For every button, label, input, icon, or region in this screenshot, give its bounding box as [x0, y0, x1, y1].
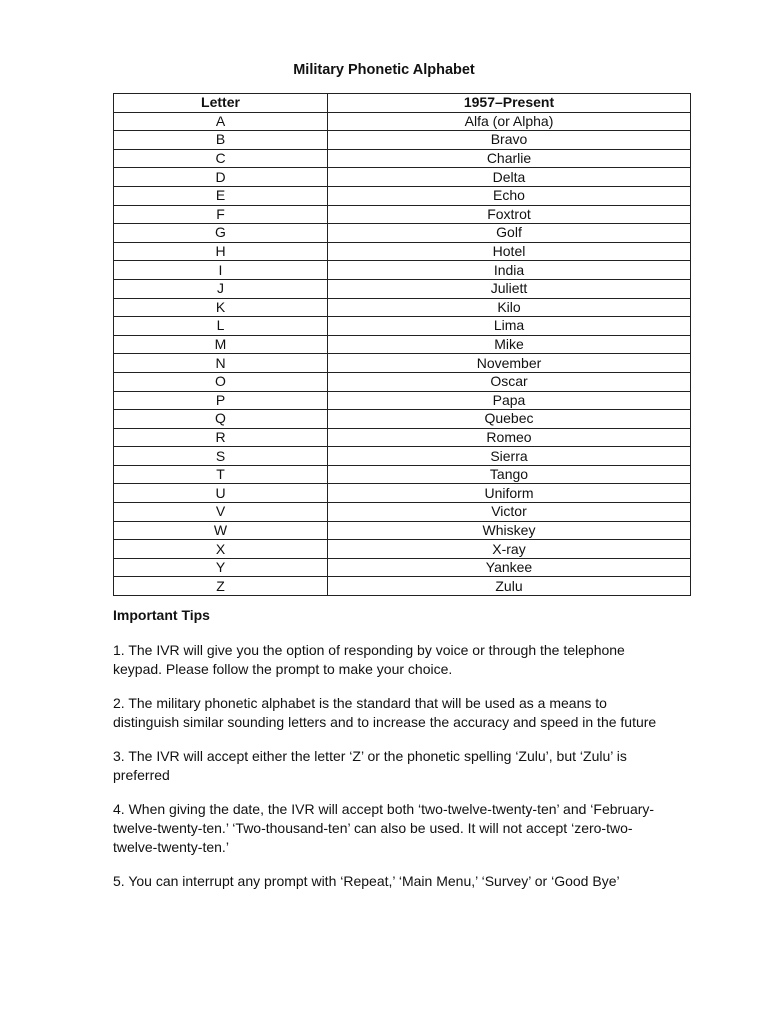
codeword-cell: Sierra — [328, 447, 691, 466]
table-row — [114, 149, 691, 168]
codeword-cell: Kilo — [328, 298, 691, 317]
letter-cell: N — [114, 354, 328, 373]
table-row — [114, 335, 691, 354]
table-header-row — [114, 94, 691, 113]
tip-item: 4. When giving the date, the IVR will accept both ‘two-twelve-twenty-ten’ and ‘February-twelve-twenty-ten.’ ‘Two-thousand-ten’ can also be used. It will not accept ‘zero-two-twelve-twenty-ten.’ — [113, 801, 655, 855]
letter-cell: O — [114, 372, 328, 391]
codeword-cell: Whiskey — [328, 521, 691, 540]
table-row — [114, 242, 691, 261]
codeword-cell: Papa — [328, 391, 691, 410]
tips-section — [113, 606, 673, 906]
letter-cell: B — [114, 131, 328, 150]
letter-cell: L — [114, 317, 328, 336]
table-row — [114, 317, 691, 336]
table-row — [114, 168, 691, 187]
table-row — [114, 577, 691, 596]
table-row — [114, 447, 691, 466]
tip-item: 1. The IVR will give you the option of responding by voice or through the telephone keypad. Please follow the prompt to make your choice. — [113, 642, 625, 677]
codeword-cell: Romeo — [328, 428, 691, 447]
phonetic-alphabet-table — [113, 93, 691, 596]
table-row — [114, 186, 691, 205]
letter-cell: F — [114, 205, 328, 224]
letter-cell: V — [114, 503, 328, 522]
tip-item: 2. The military phonetic alphabet is the standard that will be used as a means to distinguish similar sounding letters and to increase the accuracy and speed in the future — [113, 695, 657, 730]
codeword-cell: Juliett — [328, 279, 691, 298]
table-row — [114, 503, 691, 522]
table-row — [114, 224, 691, 243]
table-row — [114, 465, 691, 484]
table-row — [114, 372, 691, 391]
letter-cell: C — [114, 149, 328, 168]
codeword-cell: Hotel — [328, 242, 691, 261]
column-header-codeword: 1957–Present — [328, 94, 691, 113]
codeword-cell: Foxtrot — [328, 205, 691, 224]
tips-list — [113, 641, 673, 891]
table-row — [114, 558, 691, 577]
codeword-cell: Yankee — [328, 558, 691, 577]
letter-cell: D — [114, 168, 328, 187]
codeword-cell: Golf — [328, 224, 691, 243]
table-row — [114, 298, 691, 317]
letter-cell: J — [114, 279, 328, 298]
letter-cell: Z — [114, 577, 328, 596]
codeword-cell: Quebec — [328, 410, 691, 429]
codeword-cell: Echo — [328, 186, 691, 205]
table-row — [114, 428, 691, 447]
page-title: Military Phonetic Alphabet — [293, 62, 475, 78]
table-row — [114, 261, 691, 280]
table-row — [114, 391, 691, 410]
tips-heading: Important Tips — [113, 607, 210, 623]
codeword-cell: Oscar — [328, 372, 691, 391]
codeword-cell: Lima — [328, 317, 691, 336]
table-row — [114, 205, 691, 224]
codeword-cell: Delta — [328, 168, 691, 187]
letter-cell: Q — [114, 410, 328, 429]
codeword-cell: Uniform — [328, 484, 691, 503]
letter-cell: Y — [114, 558, 328, 577]
letter-cell: H — [114, 242, 328, 261]
tip-item: 3. The IVR will accept either the letter ‘Z’ or the phonetic spelling ‘Zulu’, but ‘Zulu’ is preferred — [113, 748, 627, 783]
table-row — [114, 410, 691, 429]
codeword-cell: Tango — [328, 465, 691, 484]
tip-item: 5. You can interrupt any prompt with ‘Repeat,’ ‘Main Menu,’ ‘Survey’ or ‘Good Bye’ — [113, 873, 620, 889]
letter-cell: P — [114, 391, 328, 410]
codeword-cell: Alfa (or Alpha) — [328, 112, 691, 131]
table-row — [114, 484, 691, 503]
table-row — [114, 540, 691, 559]
letter-cell: A — [114, 112, 328, 131]
codeword-cell: November — [328, 354, 691, 373]
letter-cell: G — [114, 224, 328, 243]
column-header-letter: Letter — [114, 94, 328, 113]
codeword-cell: Charlie — [328, 149, 691, 168]
table-row — [114, 279, 691, 298]
letter-cell: R — [114, 428, 328, 447]
letter-cell: T — [114, 465, 328, 484]
letter-cell: U — [114, 484, 328, 503]
letter-cell: W — [114, 521, 328, 540]
letter-cell: K — [114, 298, 328, 317]
table-body — [114, 112, 691, 595]
table-row — [114, 354, 691, 373]
table-row — [114, 131, 691, 150]
table-row — [114, 112, 691, 131]
letter-cell: X — [114, 540, 328, 559]
codeword-cell: Victor — [328, 503, 691, 522]
codeword-cell: India — [328, 261, 691, 280]
codeword-cell: X-ray — [328, 540, 691, 559]
codeword-cell: Bravo — [328, 131, 691, 150]
codeword-cell: Zulu — [328, 577, 691, 596]
codeword-cell: Mike — [328, 335, 691, 354]
letter-cell: M — [114, 335, 328, 354]
letter-cell: E — [114, 186, 328, 205]
table-row — [114, 521, 691, 540]
letter-cell: I — [114, 261, 328, 280]
letter-cell: S — [114, 447, 328, 466]
